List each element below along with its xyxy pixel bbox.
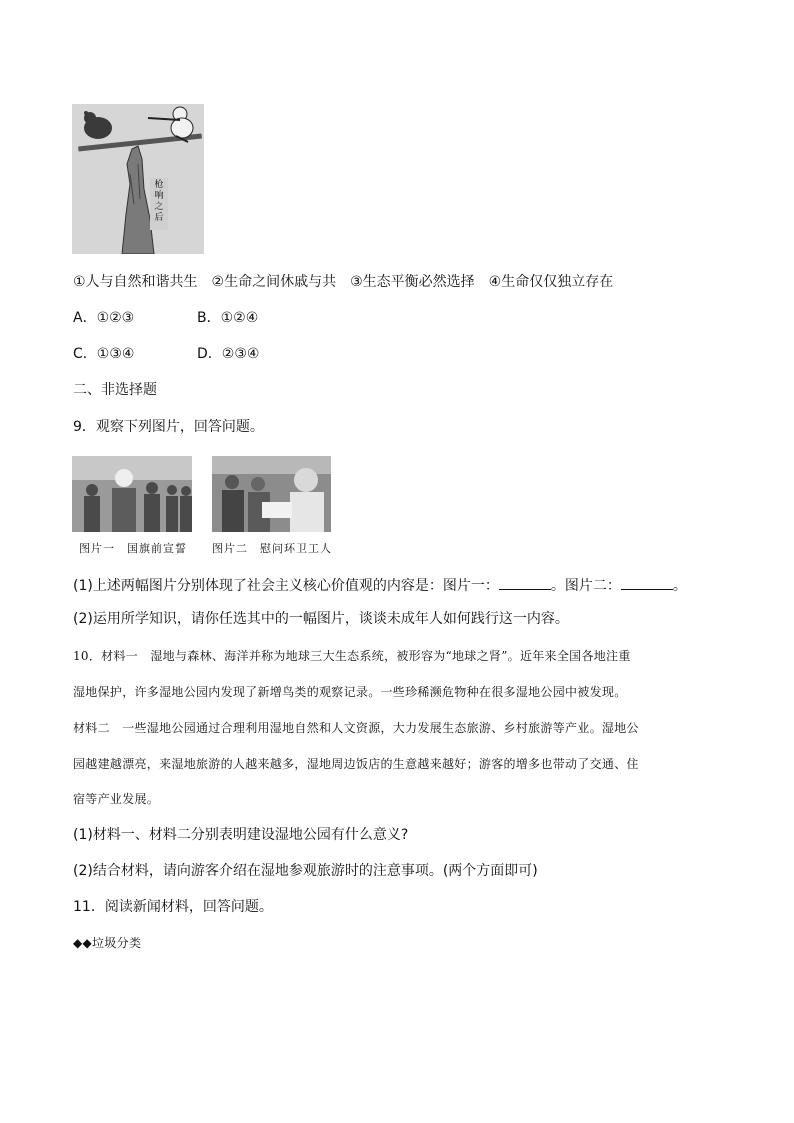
option-label: D． <box>197 346 222 362</box>
cartoon-caption: 枪响之后 <box>154 180 164 223</box>
q9-sub2: (2)运用所学知识，请你任选其中的一幅图片，谈谈未成年人如何践行这一内容。 <box>73 611 569 627</box>
option-label: C． <box>73 346 97 362</box>
q9-sub1-prefix: (1)上述两幅图片分别体现了社会主义核心价值观的内容是：图片一： <box>73 578 499 594</box>
q11-stem: 11．阅读新闻材料，回答问题。 <box>73 899 273 915</box>
q10-material-line-1: 10．材料一 湿地与森林、海洋并称为地球三大生态系统，被形容为“地球之肾”。近年来全国各地注重 <box>73 649 631 663</box>
option-label: A． <box>73 310 97 326</box>
q8-option-c <box>73 345 134 363</box>
q8-statements: ①人与自然和谐共生 ②生命之间休戚与共 ③生态平衡必然选择 ④生命仅仅独立存在 <box>73 274 614 290</box>
option-value: ①③④ <box>96 346 135 362</box>
q8-option-b <box>197 309 258 327</box>
q10-sub2: (2)结合材料，请向游客介绍在湿地参观旅游时的注意事项。(两个方面即可) <box>73 863 538 879</box>
photo-flag-oath-drawing <box>72 456 192 532</box>
cartoon-image <box>72 104 204 254</box>
photo-sanitation-workers-drawing <box>212 456 331 532</box>
q8-option-a <box>73 309 134 327</box>
photo-flag-oath <box>72 456 192 532</box>
cartoon-drawing <box>72 104 204 254</box>
option-value: ②③④ <box>221 346 260 362</box>
q10-material-line-4: 园越建越漂亮，来湿地旅游的人越来越多，湿地周边饭店的生意越来越好；游客的增多也带动了交通、住 <box>73 757 639 771</box>
q10-material-line-5: 宿等产业发展。 <box>73 792 160 806</box>
photo2-caption: 图片二 慰问环卫工人 <box>212 542 332 555</box>
answer-blank-2[interactable] <box>621 575 673 590</box>
q11-heading: ◆◆垃圾分类 <box>73 936 142 950</box>
q10-material-line-3: 材料二 一些湿地公园通过合理利用湿地自然和人文资源，大力发展生态旅游、乡村旅游等产业。湿地公 <box>73 721 639 735</box>
q9-sub1-mid: 。图片二： <box>550 578 621 594</box>
q9-sub1-end: 。 <box>672 578 687 594</box>
option-value: ①②③ <box>96 310 135 326</box>
q10-material-line-2: 湿地保护，许多湿地公园内发现了新增鸟类的观察记录。一些珍稀濒危物种在很多湿地公园中被发现。 <box>73 685 627 699</box>
q10-sub1: (1)材料一、材料二分别表明建设湿地公园有什么意义? <box>73 827 409 843</box>
answer-blank-1[interactable] <box>499 575 551 590</box>
q8-option-d <box>197 345 259 363</box>
photo1-caption: 图片一 国旗前宣誓 <box>79 542 187 555</box>
section-title: 二、非选择题 <box>73 382 157 398</box>
q9-stem: 9．观察下列图片，回答问题。 <box>73 419 264 435</box>
photo-sanitation-workers <box>212 456 331 532</box>
option-value: ①②④ <box>220 310 259 326</box>
q9-sub1 <box>73 575 687 595</box>
option-label: B． <box>197 310 221 326</box>
